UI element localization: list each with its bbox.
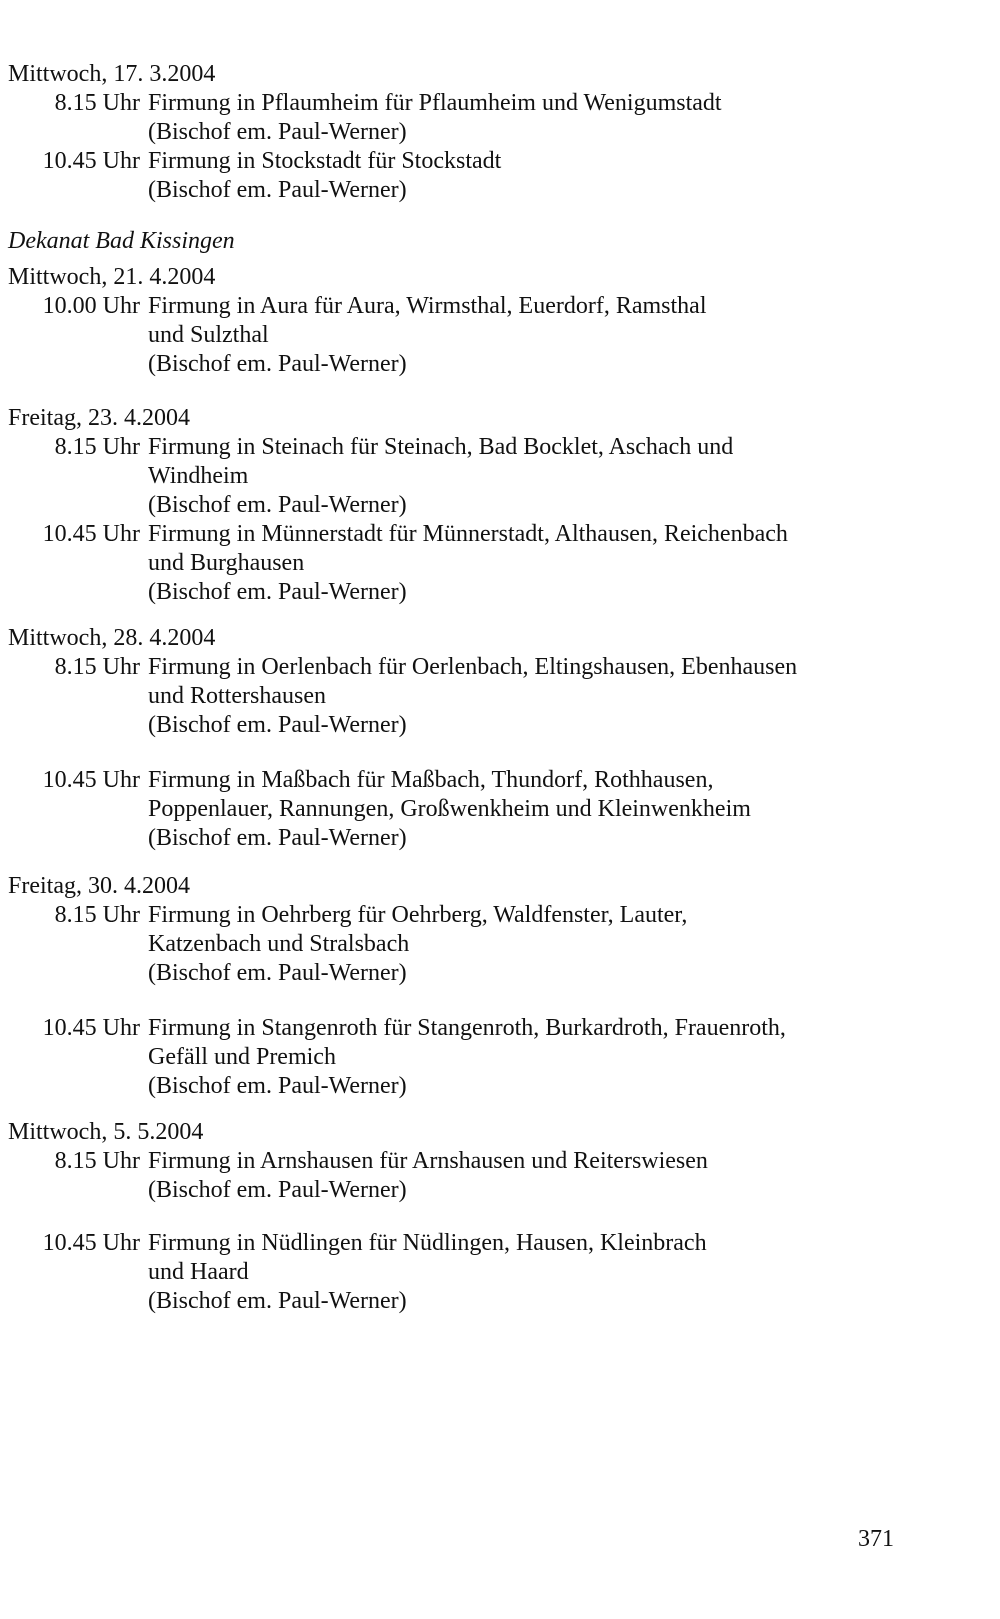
- entry-description: [140, 766, 988, 853]
- entry-line: Windheim: [148, 463, 249, 489]
- entry-time: 10.45 Uhr: [42, 148, 140, 174]
- section-heading-block: [8, 227, 988, 256]
- entry-description: [140, 89, 988, 147]
- entry-description: [140, 433, 988, 520]
- schedule-entry: [8, 292, 988, 379]
- day-block-0: [8, 60, 988, 205]
- section-heading: Dekanat Bad Kissingen: [8, 228, 235, 254]
- entry-time: 8.15 Uhr: [54, 902, 140, 928]
- entry-line: Poppenlauer, Rannungen, Großwenkheim und Kleinwenkheim: [148, 796, 751, 822]
- schedule-entry: [8, 1229, 988, 1316]
- entry-line: Katzenbach und Stralsbach: [148, 931, 410, 957]
- day-date: Mittwoch, 28. 4.2004: [8, 625, 216, 651]
- entry-time: 10.45 Uhr: [42, 521, 140, 547]
- day-block-1: [8, 263, 988, 379]
- entry-line: und Burghausen: [148, 550, 305, 576]
- entry-description: [140, 292, 988, 379]
- day-date: Freitag, 30. 4.2004: [8, 873, 190, 899]
- entry-line: (Bischof em. Paul-Werner): [148, 177, 407, 203]
- schedule-entry: [8, 147, 988, 205]
- entry-line: (Bischof em. Paul-Werner): [148, 351, 407, 377]
- entry-time: 8.15 Uhr: [54, 90, 140, 116]
- day-block-4: [8, 872, 988, 1101]
- day-block-2: [8, 404, 988, 607]
- entry-line: Firmung in Pflaumheim für Pflaumheim und Wenigumstadt: [148, 90, 722, 116]
- entry-line: Firmung in Maßbach für Maßbach, Thundorf, Rothhausen,: [148, 767, 714, 793]
- entry-time: 10.45 Uhr: [42, 767, 140, 793]
- schedule-entry: [8, 89, 988, 147]
- entry-description: [140, 520, 988, 607]
- entry-description: [140, 147, 988, 205]
- entry-description: [140, 653, 988, 740]
- day-date: Mittwoch, 21. 4.2004: [8, 264, 216, 290]
- entry-time: 10.45 Uhr: [42, 1015, 140, 1041]
- entry-line: (Bischof em. Paul-Werner): [148, 825, 407, 851]
- entry-line: (Bischof em. Paul-Werner): [148, 960, 407, 986]
- entry-description: [140, 1014, 988, 1101]
- entry-description: [140, 1229, 988, 1316]
- entry-line: (Bischof em. Paul-Werner): [148, 579, 407, 605]
- entry-time: 10.00 Uhr: [42, 293, 140, 319]
- entry-line: und Rottershausen: [148, 683, 326, 709]
- entry-line: Firmung in Oerlenbach für Oerlenbach, Eltingshausen, Ebenhausen: [148, 654, 798, 680]
- entry-line: Firmung in Oehrberg für Oehrberg, Waldfenster, Lauter,: [148, 902, 688, 928]
- entry-time: 8.15 Uhr: [54, 434, 140, 460]
- entry-line: und Sulzthal: [148, 322, 269, 348]
- entry-line: (Bischof em. Paul-Werner): [148, 492, 407, 518]
- entry-line: Firmung in Arnshausen für Arnshausen und Reiterswiesen: [148, 1148, 708, 1174]
- entry-line: und Haard: [148, 1259, 249, 1285]
- day-date: Freitag, 23. 4.2004: [8, 405, 190, 431]
- schedule-entry: [8, 433, 988, 520]
- schedule-entry: [8, 1014, 988, 1101]
- entry-line: Firmung in Stangenroth für Stangenroth, Burkardroth, Frauenroth,: [148, 1015, 786, 1041]
- day-date: Mittwoch, 5. 5.2004: [8, 1119, 204, 1145]
- entry-time: 10.45 Uhr: [42, 1230, 140, 1256]
- schedule-entry: [8, 1147, 988, 1205]
- entry-line: (Bischof em. Paul-Werner): [148, 119, 407, 145]
- entry-line: Firmung in Aura für Aura, Wirmsthal, Euerdorf, Ramsthal: [148, 293, 707, 319]
- entry-line: Gefäll und Premich: [148, 1044, 336, 1070]
- entry-line: Firmung in Münnerstadt für Münnerstadt, Althausen, Reichenbach: [148, 521, 788, 547]
- schedule-entry: [8, 520, 988, 607]
- entry-time: 8.15 Uhr: [54, 1148, 140, 1174]
- schedule-entry: [8, 766, 988, 853]
- entry-description: [140, 901, 988, 988]
- schedule-entry: [8, 653, 988, 740]
- entry-description: [140, 1147, 988, 1205]
- day-date: Mittwoch, 17. 3.2004: [8, 61, 216, 87]
- entry-line: Firmung in Stockstadt für Stockstadt: [148, 148, 502, 174]
- entry-line: (Bischof em. Paul-Werner): [148, 1073, 407, 1099]
- entry-line: (Bischof em. Paul-Werner): [148, 1288, 407, 1314]
- day-block-3: [8, 624, 988, 853]
- entry-time: 8.15 Uhr: [54, 654, 140, 680]
- entry-line: (Bischof em. Paul-Werner): [148, 712, 407, 738]
- entry-line: Firmung in Steinach für Steinach, Bad Bocklet, Aschach und: [148, 434, 734, 460]
- day-block-5: [8, 1118, 988, 1316]
- schedule-entry: [8, 901, 988, 988]
- entry-line: (Bischof em. Paul-Werner): [148, 1177, 407, 1203]
- entry-line: Firmung in Nüdlingen für Nüdlingen, Hausen, Kleinbrach: [148, 1230, 707, 1256]
- page-number: 371: [858, 1526, 894, 1552]
